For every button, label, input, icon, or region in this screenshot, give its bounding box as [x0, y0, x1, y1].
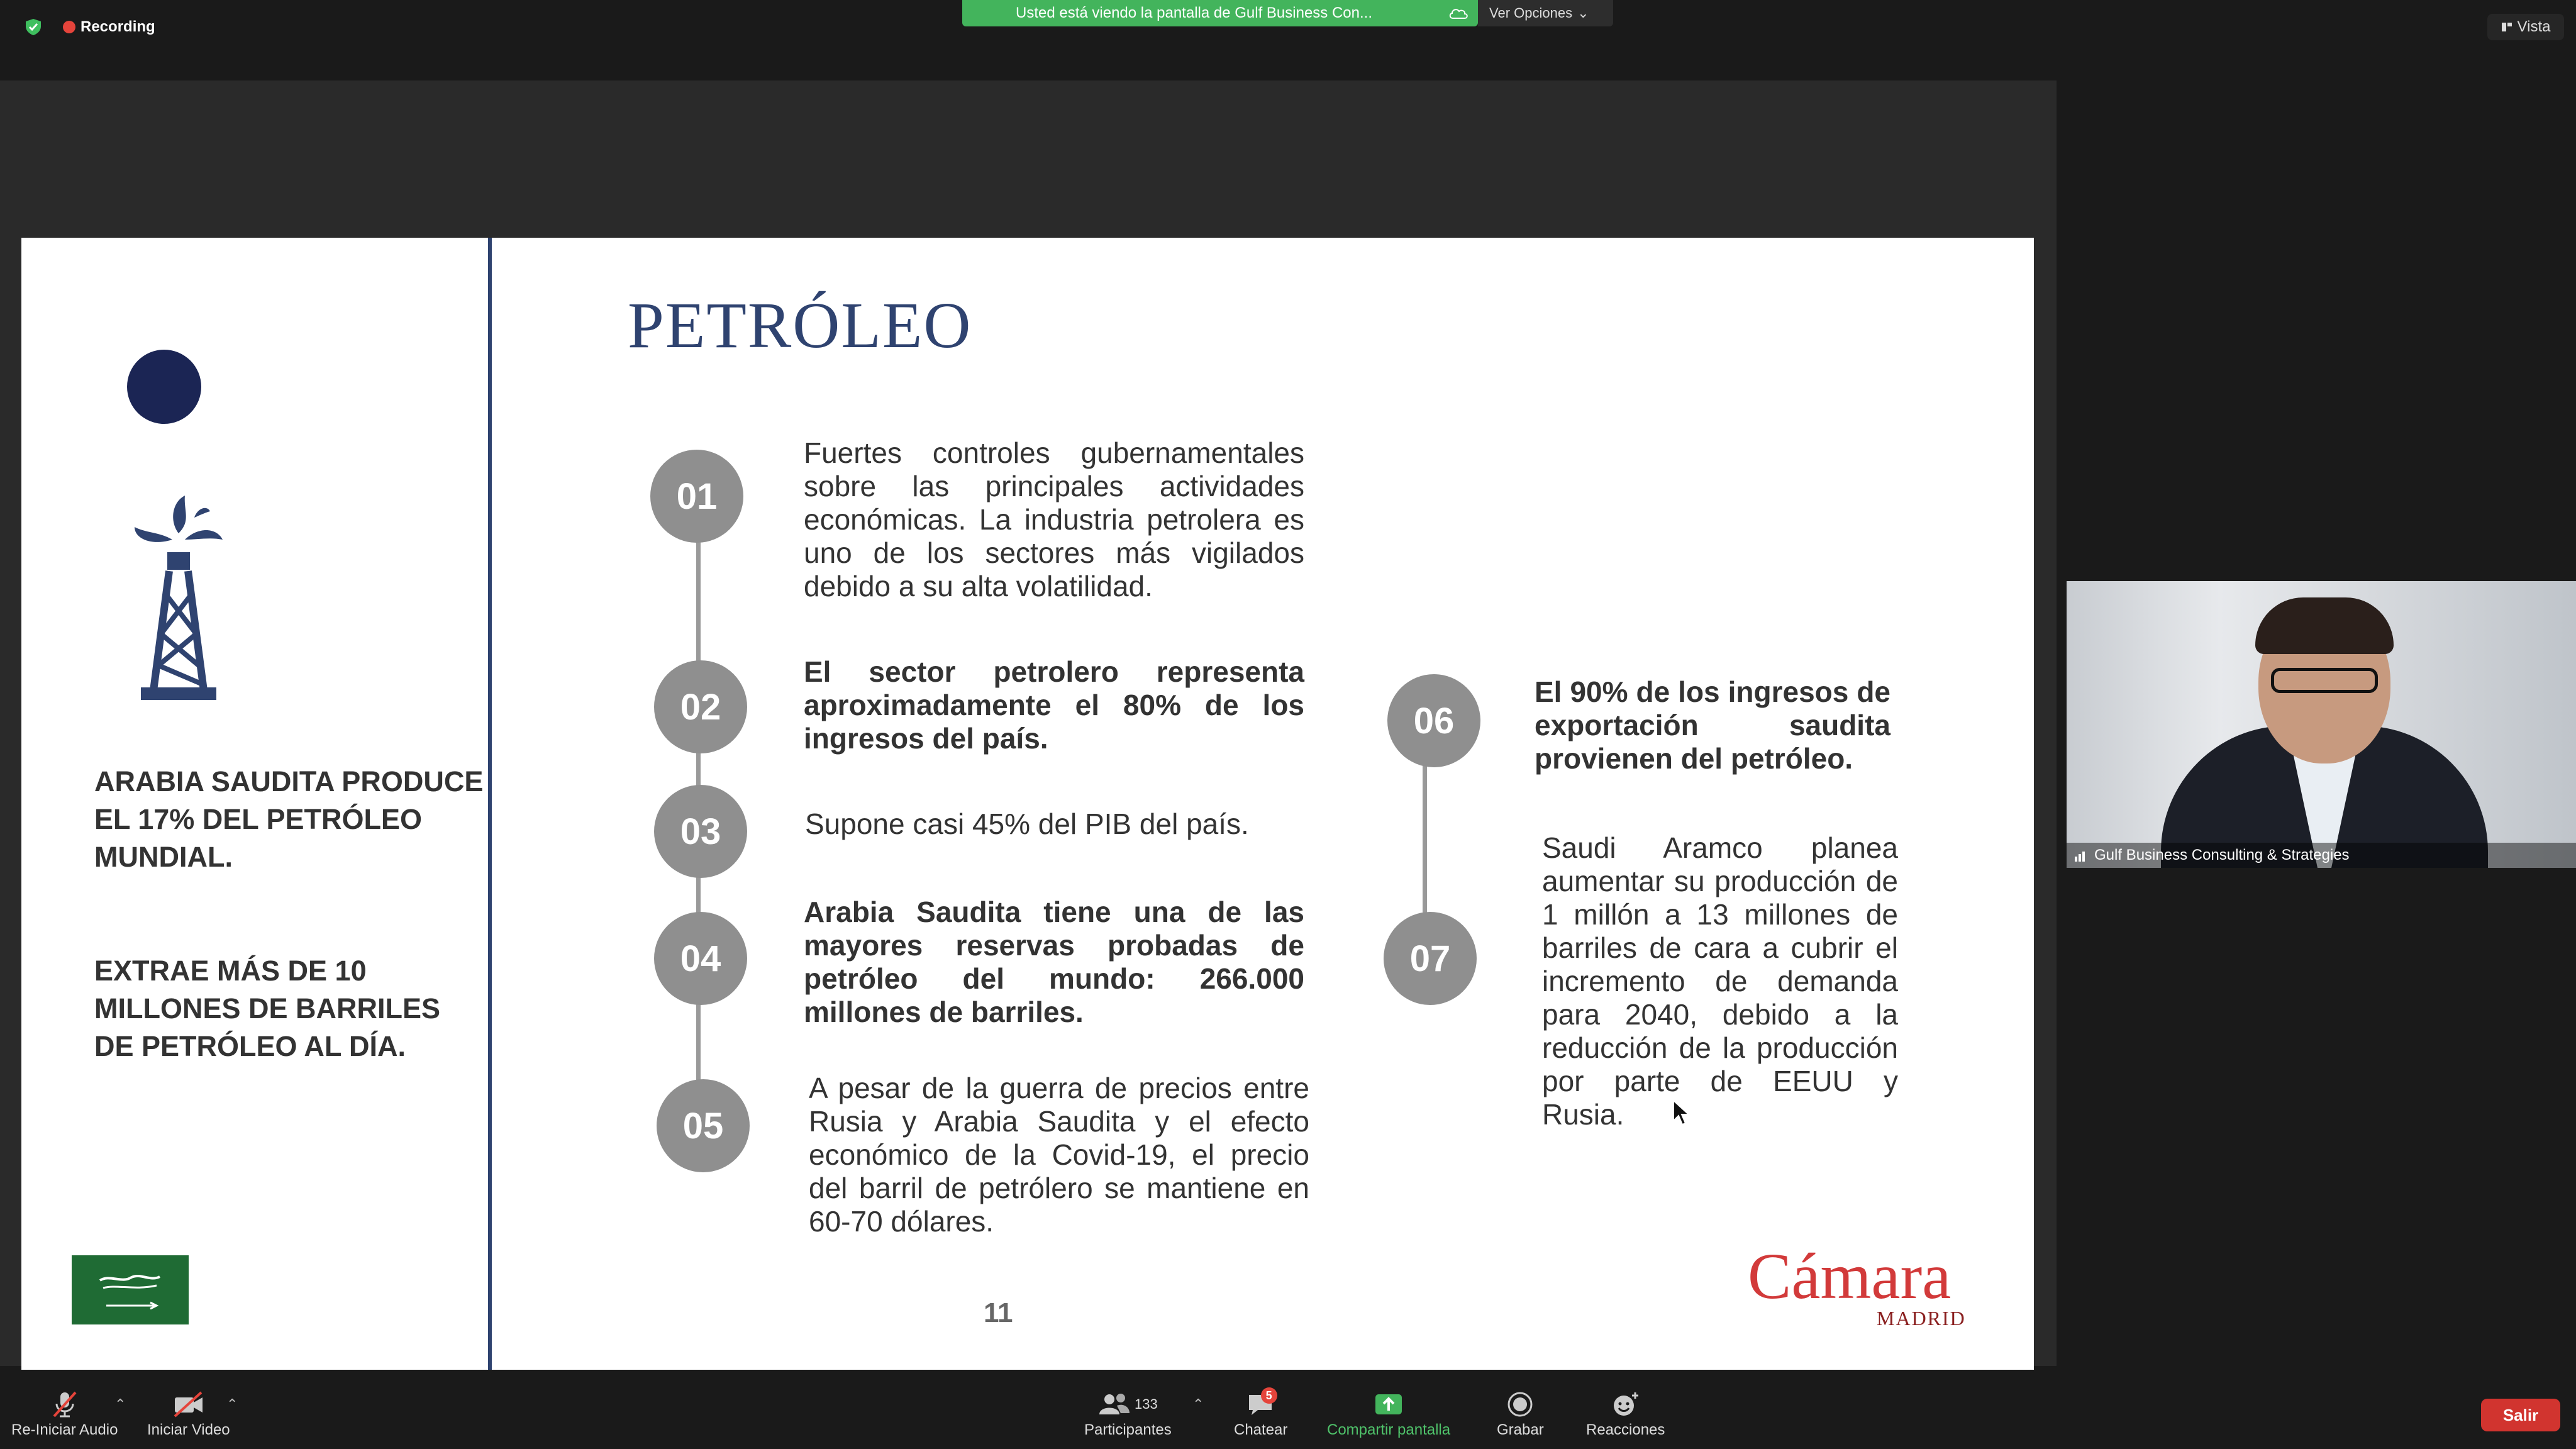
camera-off-icon [170, 1387, 208, 1421]
timeline-step-02: 02 [654, 660, 747, 753]
participants-options-caret-icon[interactable]: ⌃ [1192, 1396, 1204, 1412]
record-label: Grabar [1497, 1421, 1544, 1438]
view-options-button[interactable] [1478, 0, 1613, 26]
view-button[interactable] [2487, 14, 2564, 40]
recording-dot-icon [63, 21, 75, 33]
grid-view-icon [2501, 21, 2512, 33]
participant-name-label [2067, 843, 2576, 868]
timeline-text-02: El sector petrolero representa aproximadamente el 80% de los ingresos del país. [804, 655, 1304, 755]
timeline-step-03: 03 [654, 785, 747, 878]
bottom-toolbar [0, 1381, 2576, 1449]
chat-label: Chatear [1234, 1421, 1288, 1438]
record-button[interactable] [1497, 1387, 1544, 1439]
person-glasses [2271, 668, 2378, 693]
timeline-text-01: Fuertes controles gubernamentales sobre las principales actividades económicas. La industria petrolera es uno de los sectores más vigilados debido a su alta volatilidad. [804, 436, 1304, 602]
slide-title: PETRÓLEO [628, 289, 972, 362]
saudi-flag-icon [72, 1255, 189, 1324]
slide-divider [488, 238, 492, 1370]
reactions-button[interactable] [1586, 1387, 1665, 1439]
timeline-text-04: Arabia Saudita tiene una de las mayores reservas probadas de petróleo del mundo: 266.000 millones de barriles. [804, 896, 1304, 1028]
logo-sub-text: MADRID [1877, 1307, 1966, 1330]
chat-icon [1242, 1387, 1280, 1421]
participants-button[interactable] [1084, 1387, 1172, 1439]
timeline-step-04: 04 [654, 912, 747, 1005]
timeline-step-01: 01 [650, 450, 743, 543]
cloud-icon [1448, 6, 1469, 21]
camara-madrid-logo [1748, 1240, 1966, 1330]
timeline-text-05: A pesar de la guerra de precios entre Rusia y Arabia Saudita y el efecto económico de la Covid-19, el precio del barril de petrólero se mantiene en 60-70 dólares. [809, 1072, 1309, 1238]
video-button[interactable] [147, 1387, 230, 1439]
view-options-label: Ver Opciones [1489, 5, 1573, 21]
participant-video-tile[interactable] [2067, 581, 2576, 868]
recording-indicator[interactable] [63, 18, 155, 36]
timeline-step-06: 06 [1387, 674, 1480, 767]
share-screen-icon [1370, 1387, 1407, 1421]
video-options-caret-icon[interactable]: ⌃ [226, 1396, 238, 1412]
timeline-text-03: Supone casi 45% del PIB del país. [805, 808, 1249, 840]
signal-bars-icon [2074, 849, 2088, 862]
shared-screen-area [0, 80, 2057, 1366]
top-bar [0, 0, 2576, 57]
chevron-down-icon: ⌄ [1577, 5, 1589, 21]
audio-button[interactable] [11, 1387, 118, 1439]
smiley-plus-icon [1607, 1387, 1645, 1421]
slide-page-number: 11 [984, 1297, 1013, 1328]
microphone-muted-icon [46, 1387, 84, 1421]
recording-label: Recording [80, 18, 155, 35]
reactions-label: Reacciones [1586, 1421, 1665, 1438]
left-text-production: ARABIA SAUDITA PRODUCE EL 17% DEL PETRÓLEO MUNDIAL. [94, 765, 484, 873]
participants-icon-group [1087, 1387, 1169, 1421]
logo-main-text: Cámara [1748, 1240, 1951, 1313]
video-label: Iniciar Video [147, 1421, 230, 1438]
leave-button[interactable]: Salir [2481, 1399, 2560, 1431]
share-screen-label: Compartir pantalla [1327, 1421, 1451, 1438]
timeline-step-05: 05 [657, 1079, 750, 1172]
share-banner-text: Usted está viendo la pantalla de Gulf Business Con... [1016, 4, 1372, 21]
left-text-barrels: EXTRAE MÁS DE 10 MILLONES DE BARRILES DE PETRÓLEO AL DÍA. [94, 955, 441, 1062]
participants-icon [1098, 1392, 1131, 1417]
share-screen-button[interactable] [1327, 1387, 1450, 1439]
participants-label: Participantes [1084, 1421, 1172, 1438]
mouse-cursor-icon [1672, 1099, 1691, 1127]
record-icon [1501, 1387, 1539, 1421]
timeline-step-07: 07 [1384, 912, 1477, 1005]
participants-count: 133 [1135, 1396, 1158, 1412]
screen-share-banner [962, 0, 1478, 26]
view-label: Vista [2517, 18, 2551, 35]
audio-options-caret-icon[interactable]: ⌃ [114, 1396, 126, 1412]
timeline-text-07: Saudi Aramco planea aumentar su producción de 1 millón a 13 millones de barriles de cara a cubrir el incremento de demanda para 2040, debido a la reducción de la producción por parte de EEUU y Rusia. [1542, 831, 1898, 1131]
audio-label: Re-Iniciar Audio [11, 1421, 118, 1438]
participant-name: Gulf Business Consulting & Strategies [2094, 847, 2350, 863]
chat-button[interactable] [1234, 1387, 1287, 1439]
oil-derrick-icon [109, 483, 235, 709]
timeline-text-06: El 90% de los ingresos de exportación saudita provienen del petróleo. [1535, 675, 1890, 775]
security-shield-icon[interactable] [24, 18, 43, 36]
decorative-circle [127, 350, 201, 424]
presentation-slide [21, 238, 2034, 1370]
person-hair [2255, 597, 2394, 654]
chat-unread-badge: 5 [1261, 1387, 1277, 1404]
